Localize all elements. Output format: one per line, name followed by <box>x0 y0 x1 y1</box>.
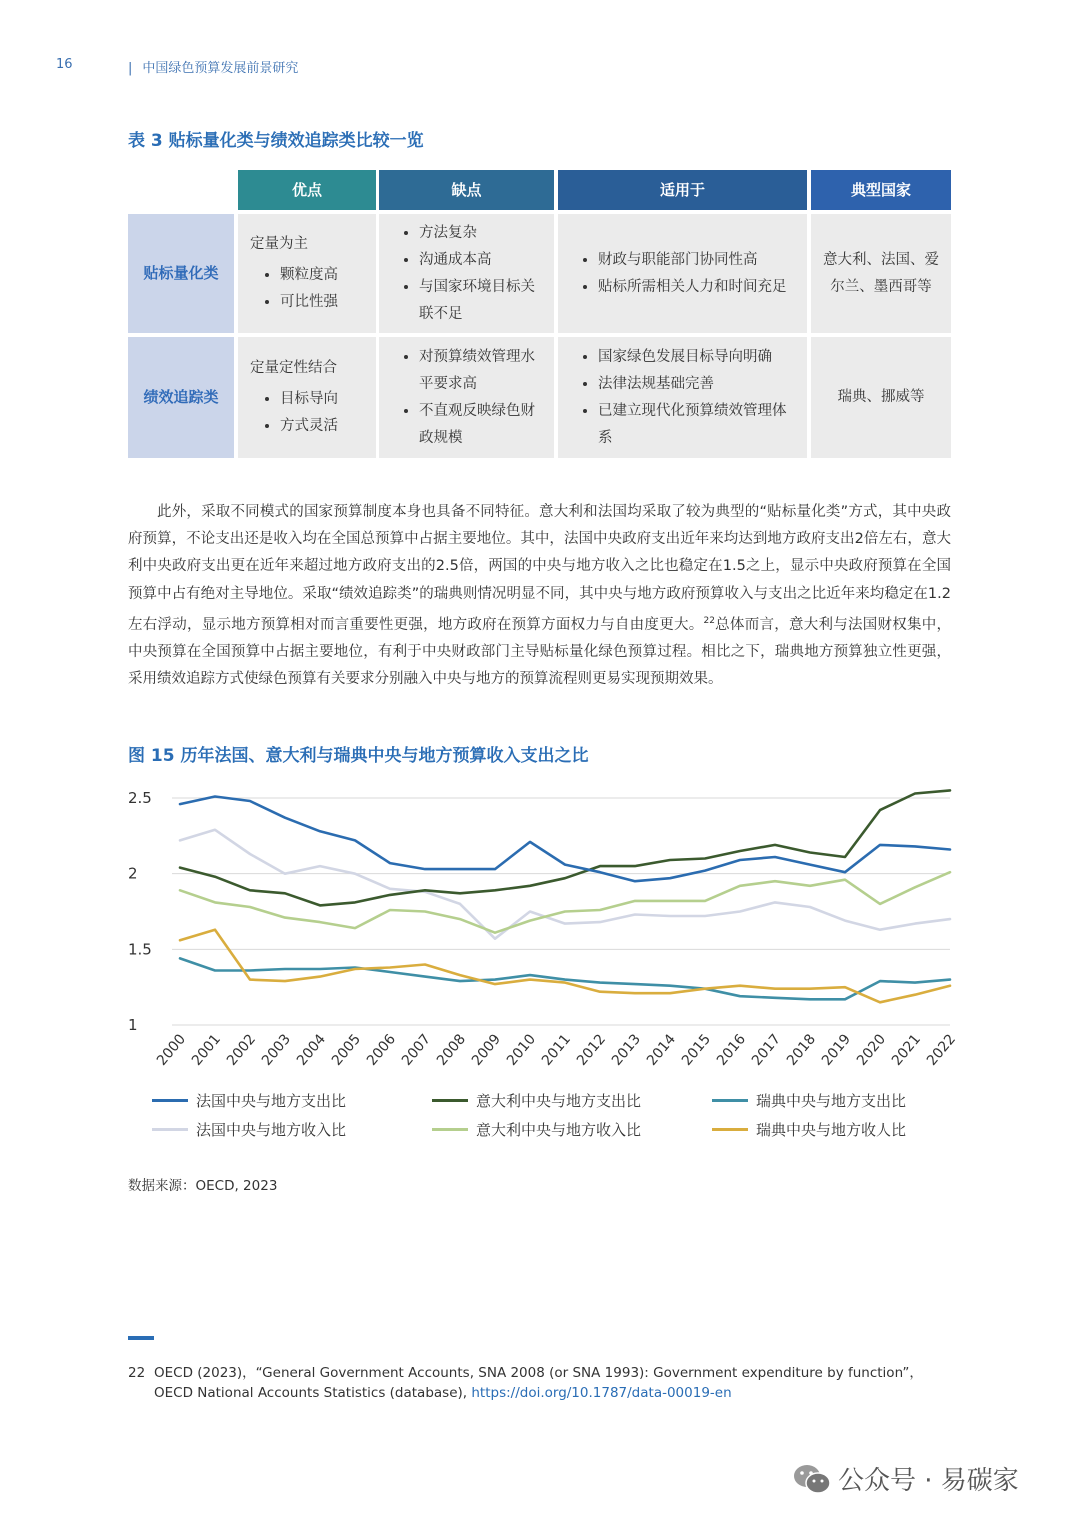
x-tick-label: 2019 <box>818 1031 855 1069</box>
legend-item <box>152 1119 346 1140</box>
footnote-link[interactable]: https://doi.org/10.1787/data-00019-en <box>471 1385 732 1401</box>
line-chart <box>110 780 960 1080</box>
x-tick-label: 2016 <box>713 1031 750 1069</box>
list-item: • 可比性强 <box>280 289 364 316</box>
legend-label: 法国中央与地方收入比 <box>196 1121 347 1139</box>
watermark <box>792 1460 1019 1497</box>
list-item: • 颗粒度高 <box>280 262 364 289</box>
list-item: • 法律法规基础完善 <box>598 371 795 398</box>
x-tick-label: 2011 <box>538 1031 575 1069</box>
legend-swatch <box>432 1099 468 1102</box>
header-title: 中国绿色预算发展前景研究 <box>142 61 299 76</box>
paragraph-text-2: 总体而言，意大利与法国财权集中，中央预算在全国预算中占据主要地位，有利于中央财政部门主导贴标量化绿色预算过程。相比之下，瑞典地方预算独立性更强，采用绩效追踪方式使绿色预算有关要求分别融入中央与地方的预算流程则更易实现预期效果。 <box>128 616 952 688</box>
row-header-performance: 绩效追踪类 <box>128 337 234 458</box>
footnote-rule <box>128 1336 154 1340</box>
cell-applicable-performance <box>558 337 807 458</box>
cell-countries-labeling: 意大利、法国、爱尔兰、墨西哥等 <box>811 214 951 333</box>
legend-swatch <box>152 1099 188 1102</box>
list-item: • 目标导向 <box>280 386 364 413</box>
body-paragraph <box>128 499 951 693</box>
list-item: • 财政与职能部门协同性高 <box>598 247 795 274</box>
legend-swatch <box>432 1128 468 1131</box>
cell-countries-performance: 瑞典、挪威等 <box>811 337 951 458</box>
header-separator: | <box>128 61 133 76</box>
x-tick-label: 2021 <box>888 1031 925 1069</box>
footnote-line-2: OECD National Accounts Statistics (database), <box>154 1385 472 1401</box>
x-tick-label: 2002 <box>223 1031 260 1069</box>
legend-swatch <box>152 1128 188 1131</box>
legend-swatch <box>712 1099 748 1102</box>
x-tick-label: 2020 <box>853 1031 890 1069</box>
paragraph-text-1: 此外，采取不同模式的国家预算制度本身也具备不同特征。意大利和法国均采取了较为典型的“贴标量化类”方式，其中央政府预算，不论支出还是收入均在全国总预算中占据主要地位。其中，法国中央政府支出近年来均达到地方政府支出2倍左右，意大利中央政府支出更在近年来超过地方政府支出的2.5倍，两国的中央与地方收入之比也稳定在1.5之上，显示中央政府预算在全国预算中占有绝对主导地位。采取“绩效追踪类”的瑞典则情况明显不同，其中央与地方政府预算收入与支出之比近年来均稳定在1.2左右浮动，显示地方预算相对而言重要性更强，地方政府在预算方面权力与自由度更大。 <box>128 504 951 633</box>
page-number: 16 <box>56 57 73 72</box>
series-line <box>180 930 950 1003</box>
pros-intro: 定量定性结合 <box>250 360 337 376</box>
column-header-pros: 优点 <box>238 170 376 210</box>
x-tick-label: 2009 <box>468 1031 505 1069</box>
x-tick-label: 2003 <box>258 1031 295 1069</box>
column-header-applicable: 适用于 <box>558 170 807 210</box>
column-header-cons: 缺点 <box>379 170 554 210</box>
y-tick-label: 1.5 <box>128 940 152 959</box>
x-tick-label: 2014 <box>643 1031 680 1069</box>
x-tick-label: 2008 <box>433 1031 470 1069</box>
comparison-table <box>128 170 951 458</box>
row-header-labeling: 贴标量化类 <box>128 214 234 333</box>
x-tick-label: 2018 <box>783 1031 820 1069</box>
legend-label: 意大利中央与地方收入比 <box>476 1121 642 1139</box>
x-tick-label: 2022 <box>923 1031 960 1069</box>
list-item: • 已建立现代化预算绩效管理体系 <box>598 398 795 452</box>
legend-item <box>152 1090 346 1111</box>
table-caption: 表 3 贴标量化类与绩效追踪类比较一览 <box>128 131 424 151</box>
list-item: • 方法复杂 <box>419 220 542 247</box>
column-header-countries: 典型国家 <box>811 170 951 210</box>
pros-intro: 定量为主 <box>250 236 308 252</box>
y-tick-label: 2.5 <box>128 789 152 807</box>
legend-item <box>712 1119 906 1140</box>
list-item: • 对预算绩效管理水平要求高 <box>419 344 542 398</box>
footnote-line-1: OECD (2023)，“General Government Accounts, SNA 2008 (or SNA 1993): Government expenditure by function”， <box>154 1365 923 1381</box>
footnote <box>128 1363 958 1403</box>
x-tick-label: 2005 <box>328 1031 365 1069</box>
series-line <box>180 790 950 905</box>
x-tick-label: 2015 <box>678 1031 715 1069</box>
legend-item <box>712 1090 906 1111</box>
footnote-ref: 22 <box>703 615 715 626</box>
x-tick-label: 2012 <box>573 1031 610 1069</box>
x-tick-label: 2017 <box>748 1031 785 1069</box>
legend-label: 瑞典中央与地方支出比 <box>756 1092 907 1110</box>
x-tick-label: 2001 <box>188 1031 225 1069</box>
footnote-number: 22 <box>128 1365 146 1381</box>
x-tick-label: 2013 <box>608 1031 645 1069</box>
x-tick-label: 2004 <box>293 1031 330 1069</box>
figure-caption: 图 15 历年法国、意大利与瑞典中央与地方预算收入支出之比 <box>128 746 589 766</box>
cell-cons-performance <box>379 337 554 458</box>
cell-pros-labeling <box>238 214 376 333</box>
cell-pros-performance <box>238 337 376 458</box>
y-tick-label: 2 <box>128 864 138 883</box>
list-item: • 国家绿色发展目标导向明确 <box>598 344 795 371</box>
list-item: • 贴标所需相关人力和时间充足 <box>598 274 795 301</box>
series-line <box>180 797 950 882</box>
x-tick-label: 2010 <box>503 1031 540 1069</box>
legend-item <box>432 1090 641 1111</box>
x-tick-label: 2000 <box>153 1031 190 1069</box>
legend-label: 瑞典中央与地方收人比 <box>756 1121 907 1139</box>
legend-swatch <box>712 1128 748 1131</box>
cell-cons-labeling <box>379 214 554 333</box>
x-tick-label: 2007 <box>398 1031 435 1069</box>
x-tick-label: 2006 <box>363 1031 400 1069</box>
legend-label: 法国中央与地方支出比 <box>196 1092 347 1110</box>
watermark-text: 公众号 · 易碳家 <box>838 1466 1019 1496</box>
list-item: • 沟通成本高 <box>419 247 542 274</box>
list-item: • 不直观反映绿色财政规模 <box>419 398 542 452</box>
data-source: 数据来源：OECD, 2023 <box>128 1178 278 1194</box>
series-line <box>180 830 950 939</box>
legend-item <box>432 1119 641 1140</box>
y-tick-label: 1 <box>128 1016 138 1034</box>
list-item: • 方式灵活 <box>280 413 364 440</box>
running-header <box>128 57 298 76</box>
wechat-icon <box>792 1462 832 1496</box>
legend-label: 意大利中央与地方支出比 <box>476 1092 642 1110</box>
cell-applicable-labeling <box>558 214 807 333</box>
list-item: • 与国家环境目标关联不足 <box>419 274 542 328</box>
